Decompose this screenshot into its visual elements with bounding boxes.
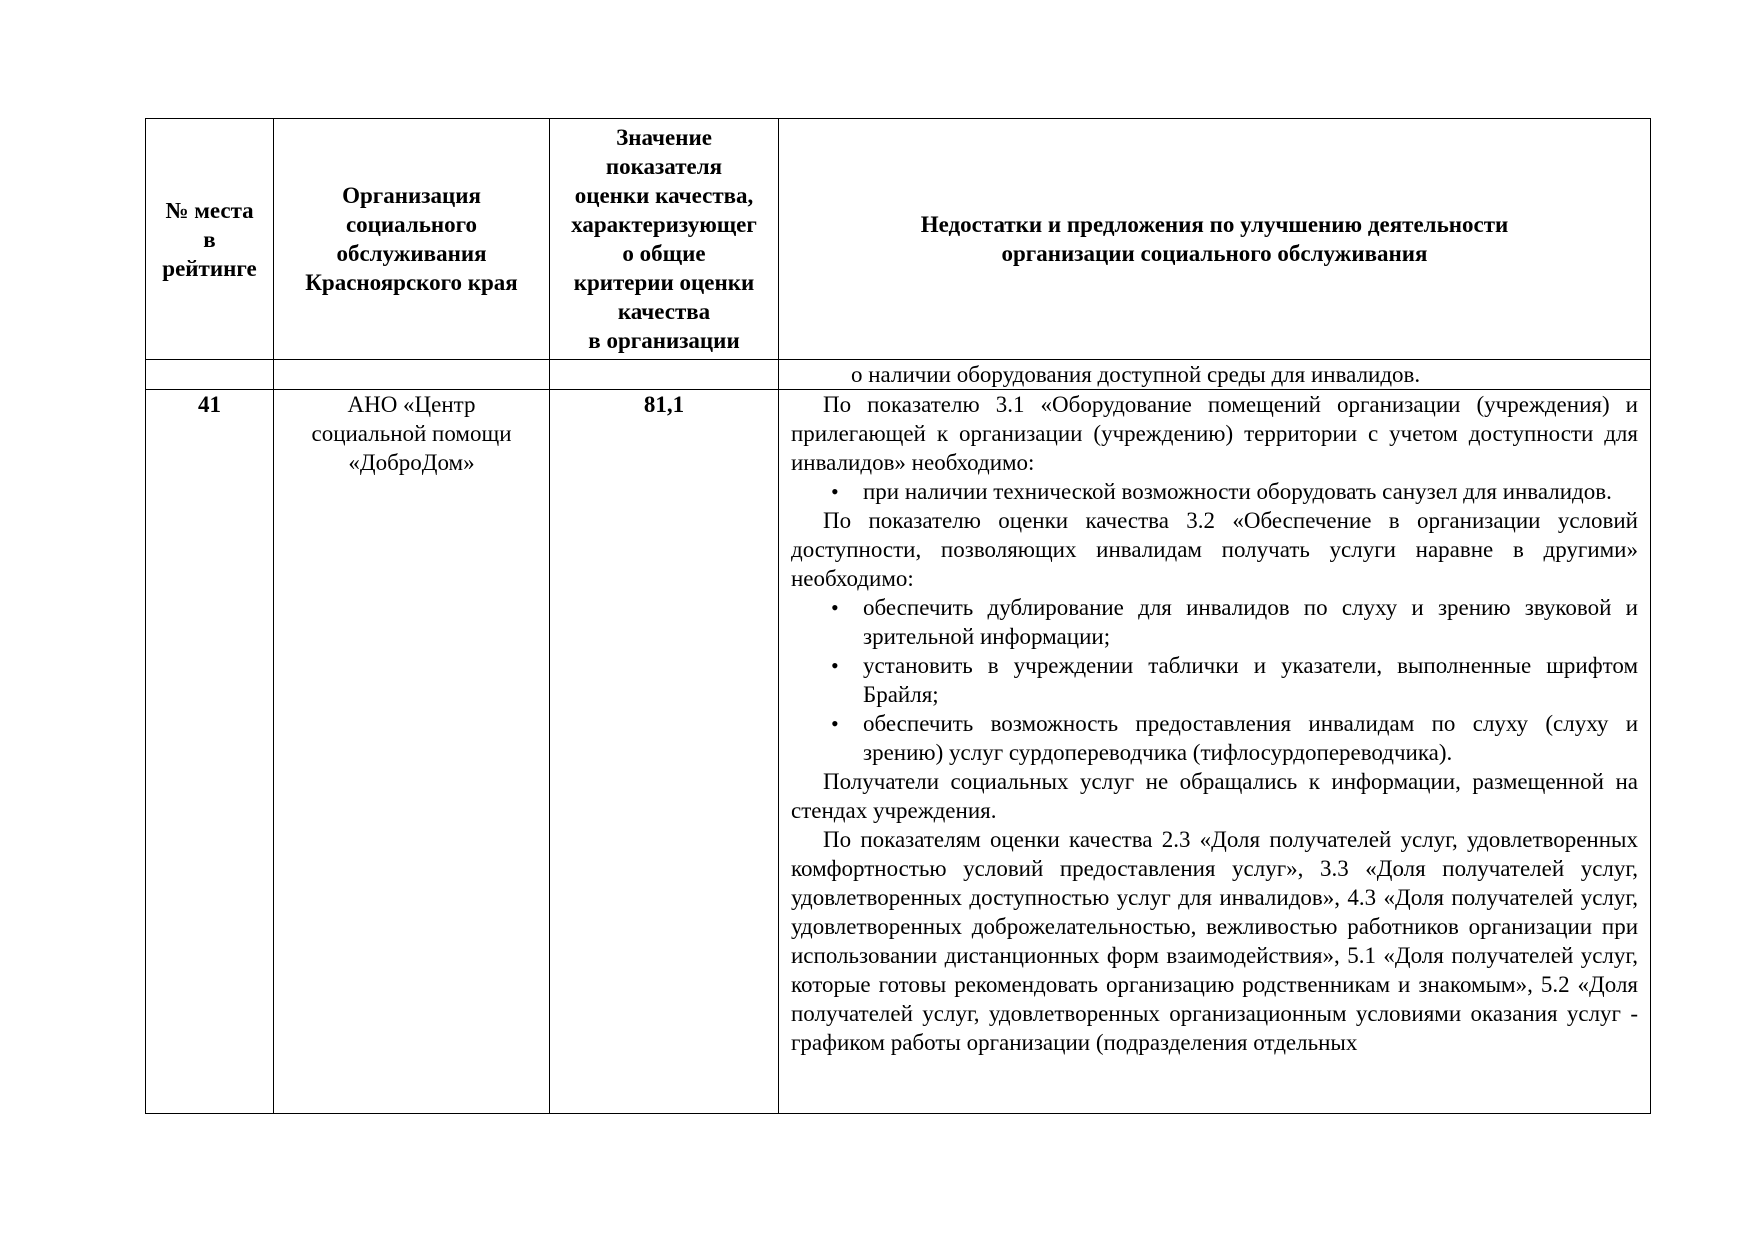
rating-table	[145, 118, 1651, 1114]
paragraph-3-1: По показателю 3.1 «Оборудование помещений организации (учреждения) и прилегающей к организации (учреждению) территории с учетом доступности для инвалидов» необходимо:	[791, 392, 1638, 475]
continuation-text: о наличии оборудования доступной среды для инвалидов.	[779, 360, 1651, 390]
list-item: • при наличии технической возможности оборудовать санузел для инвалидов.	[831, 479, 1612, 504]
list-item: • обеспечить возможность предоставления инвалидам по слуху (слуху и зрению) услуг сурдопереводчика (тифлосурдопереводчика).	[831, 711, 1638, 765]
cont-value-cell	[550, 360, 779, 390]
rank-cell: 41	[146, 390, 274, 1114]
paragraph-3-2: По показателю оценки качества 3.2 «Обеспечение в организации условий доступности, позволяющих инвалидам получать услуги наравне в другими» необходимо:	[791, 508, 1638, 591]
cont-rank-cell	[146, 360, 274, 390]
header-organization: Организация социального обслуживания Красноярского края	[274, 119, 550, 360]
paragraph-indicators: По показателям оценки качества 2.3 «Доля получателей услуг, удовлетворенных комфортностью условий предоставления услуг», 3.3 «Доля получателей услуг, удовлетворенных доступностью услуг для инвалидов», 4.3 «Доля получателей услуг, удовлетворенных доброжелательностью, вежливостью работников организации при использовании дистанционных форм взаимодействия», 5.1 «Доля получателей услуг, которые готовы рекомендовать организацию родственникам и знакомым», 5.2 «Доля получателей услуг, удовлетворенных организационным условиями оказания услуг - графиком работы организации (подразделения отдельных	[791, 827, 1638, 1055]
cont-org-cell	[274, 360, 550, 390]
bullet-icon: •	[831, 711, 839, 736]
deficiencies-cell	[779, 390, 1651, 1114]
bullet-icon: •	[831, 653, 839, 678]
paragraph-stands: Получатели социальных услуг не обращались к информации, размещенной на стендах учреждения.	[791, 769, 1638, 823]
table-row	[146, 390, 1651, 1114]
header-rank: № места в рейтинге	[146, 119, 274, 360]
bullet-list-2	[791, 593, 1638, 767]
list-item: • обеспечить дублирование для инвалидов по слуху и зрению звуковой и зрительной информации;	[831, 595, 1638, 649]
organization-cell: АНО «Центр социальной помощи «ДоброДом»	[274, 390, 550, 1114]
continuation-row	[146, 360, 1651, 390]
bullet-icon: •	[831, 479, 839, 504]
header-row	[146, 119, 1651, 360]
list-item: • установить в учреждении таблички и указатели, выполненные шрифтом Брайля;	[831, 653, 1638, 707]
bullet-list-1	[791, 477, 1638, 506]
bullet-icon: •	[831, 595, 839, 620]
value-cell: 81,1	[550, 390, 779, 1114]
header-value: Значение показателя оценки качества, характеризующег о общие критерии оценки качества в организации	[550, 119, 779, 360]
header-deficiencies: Недостатки и предложения по улучшению деятельности организации социального обслуживания	[779, 119, 1651, 360]
